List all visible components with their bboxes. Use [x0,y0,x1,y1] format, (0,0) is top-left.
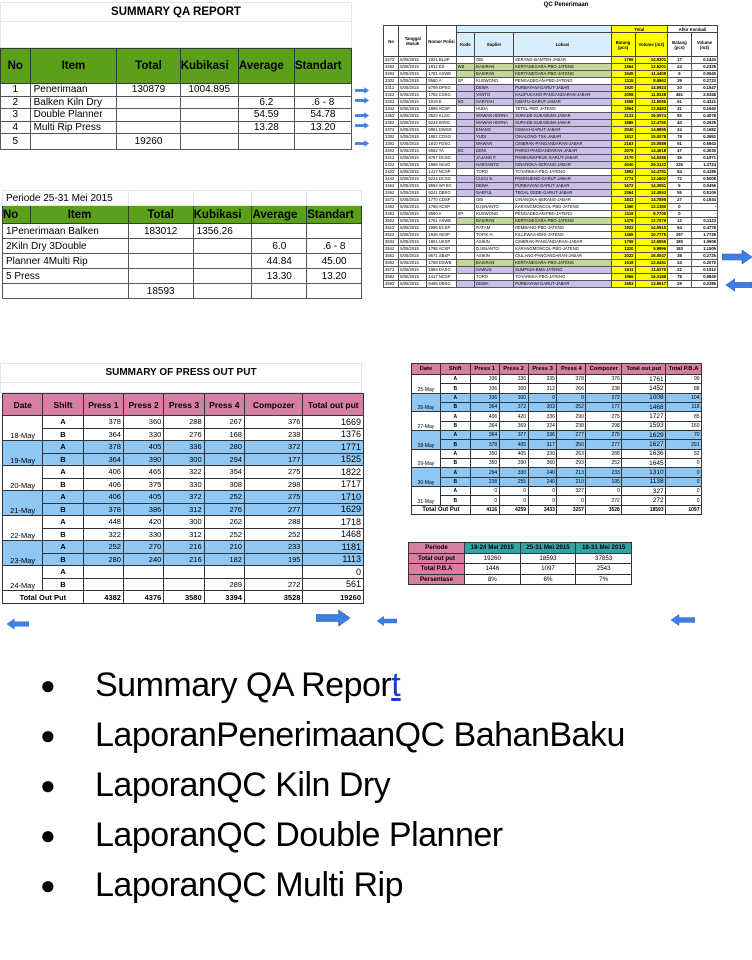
table-row: 26-May A 336 300 0 0 372 1008 104 [412,393,702,402]
col-item: Item [31,206,128,224]
table-row: B 378 386 312 276 277 1629 [3,503,364,516]
col-item: Item [30,49,117,84]
date-cell: 24-May [3,566,43,591]
qa-report-header-row [1,49,352,84]
col-total: Total [128,206,193,224]
list-item[interactable]: ● LaporanQC Double Planner [40,810,625,860]
table-row: 4 Multi Rip Press 13.28 13.20 [1,121,352,134]
press-header-row: Date Shift Press 1 Press 2 Press 3 Press 4 Compozer Total out put [3,394,364,416]
date-cell: 22-May [3,516,43,541]
table-row: B 336 300 312 266 238 1452 88 [412,384,702,393]
table-row: Planner 4Multi Rip 44.84 45.00 [3,254,362,269]
table-row: 3312 5/05/2015 8789 DPSG DEWA PURBAYANI-GARUT-JABAR 1920 14.9924 20 0.1547 [385,85,716,90]
col-kubikasi: Kubikasi [180,49,238,84]
press-output-title: SUMMARY OF PRESS OUT PUT [0,363,362,383]
qa-report-spacer [0,22,352,48]
press-total-row: Total Out Put 4382 4376 3580 3394 3528 19260 [3,591,364,604]
qa-report-2-table [2,190,362,299]
table-row: 3442 5/05/2015 9224 DCSG CUCU S. PAKENJENG-GARUT-JABAR 1774 13.1602 72 0.5008 [385,176,716,181]
qc-penerimaan-body [384,57,718,288]
col-total: Total [117,49,180,84]
date-cell: 25-May [412,375,441,394]
report-link-list [40,660,625,910]
periode-label: Periode 25-31 Mei 2015 [3,191,129,206]
table-row: 3362 5/05/2015 9222 WISG WAWAN HERNA SURADE-SUKABUMI-JABAR 1885 12.4750 40 0.2625 [385,120,716,125]
arrow-right-icon[interactable] [355,87,369,94]
summary-qa-report-link[interactable]: t [391,666,401,704]
qc-penerimaan-title: QC Penerimaan [543,2,589,8]
bullet-icon: ● [40,870,56,900]
table-row: 3 Double Planner 54.59 54.78 [1,109,352,122]
press-output-1-body [3,416,364,591]
list-item[interactable]: ● LaporanQC Kiln Dry [40,760,625,810]
bullet-icon: ● [40,670,56,700]
table-row: 3592 5/05/2015 9465 DBSG DEWA PURBAYANI-GARUT-JABAR 1653 13.8517 29 0.2286 [385,281,716,286]
table-row: 18-May A 378 360 288 267 376 1669 [3,416,364,429]
bullet-icon: ● [40,820,56,850]
table-row: 1Penerimaan Balken 183012 1356.26 [3,224,362,239]
col-no: No [1,49,31,84]
table-row: 31-May A 0 0 0 327 0 327 0 [412,487,702,496]
table-row: 3452 5/05/2015 9592 WYSG DEWA PURBAYANI-GARUT-JABAR 1672 14.3051 5 0.0456 [385,183,716,188]
table-row: B 0 0 0 0 272 272 0 [412,496,702,505]
date-cell: 27-May [412,412,441,431]
table-row: 3372 5/05/2015 9991 DWSG ENANG CIMAHI-GARUT-JABAR 2040 14.8895 24 0.1682 [385,127,716,132]
table-row: 3412 5/05/2015 8797 DCSG JAJANG F. PAMEUNGPEUK-GARUT-JABAR 2170 14.6286 35 0.1971 [385,155,716,160]
col-standart: Standart [294,49,351,84]
arrow-right-icon[interactable] [355,97,369,104]
table-row: 24-May A 0 [3,566,364,579]
date-cell: 30-May [412,468,441,487]
table-row: B 364 390 300 294 177 1525 [3,453,364,466]
table-row: B 280 240 216 182 195 1113 [3,553,364,566]
table-row: 3292 5/05/2015 1781 ASWB BASIRAN KERTANEGARA-PBG-JATENG 1645 11.4409 9 0.0540 [385,71,716,76]
table-row: B 322 330 312 252 252 1468 [3,528,364,541]
table-row: 3552 5/05/2015 9571 SBSP ASIKIN CIULANG-PANGANDARAN-JABAR 2022 16.0047 38 0.2725 [385,253,716,258]
table-row: 27-May A 406 420 336 290 275 1727 85 [412,412,702,421]
date-cell: 29-May [412,449,441,468]
date-cell: 28-May [412,431,441,450]
table-row: 3542 5/05/2015 1768 ACSP D.ISNANTO KARANGMONCOL-PBG-JATENG 1320 9.9996 153 1.1505 [385,246,716,251]
col-no: No [3,206,31,224]
table-row: B 364 369 324 238 298 1593 160 [412,421,702,430]
list-item[interactable]: ● Summary QA Repor t [40,660,625,710]
date-cell: 23-May [3,541,43,566]
arrow-right-icon[interactable] [355,122,369,129]
arrow-right-icon[interactable] [316,607,350,629]
bullet-icon: ● [40,770,56,800]
table-row: B 238 255 240 210 195 1138 0 [412,477,702,486]
table-row: 3352 5/05/2015 8523 KLSG WAWAN HERNA SURADE-SUKABUMI-JABAR 2131 16.0574 55 0.4078 [385,113,716,118]
table-row: 3402 5/05/2015 9562 TA SG DENI PARIGI-PANGANDARAN-JABAR 2079 14.4618 47 0.3030 [385,148,716,153]
table-row: 3432 5/05/2015 1417 NCSP TORO TOYAREKA-PBG-JATENG 1892 14.4791 54 0.4189 [385,169,716,174]
table-row: B 350 390 360 293 252 1645 0 [412,459,702,468]
table-row: 3532 5/05/2015 1901 UKSP ASIKIN CIMERAK-PANGANDARAN-JABAR 1759 12.6556 180 1.0608 [385,239,716,244]
table-row: Total out put 19260 18593 37853 [409,553,632,564]
table-row: 3512 5/05/2015 1996 ECSP RATAM REMBANG-PBG-JATENG 1922 14.5510 64 0.4778 [385,225,716,230]
date-cell: 21-May [3,491,43,516]
arrow-right-icon[interactable] [355,140,369,147]
table-row: 2Kiln Dry 3Double 6.0 .6 - 8 [3,239,362,254]
date-cell: 18-May [3,416,43,441]
table-row: 28-May A 364 377 336 277 275 1629 70 [412,431,702,440]
table-row: 5 Press 13.30 13.20 [3,269,362,284]
table-row: 3522 5/05/2015 1938 AESP TOFIK H. KILLEWAS-BMS-JATENG 1465 10.7775 297 1.7739 [385,232,716,237]
table-row: Persentase 8% 6% 7% [409,574,632,585]
table-row: 20-May A 406 465 322 354 275 1822 [3,466,364,479]
table-row: 3392 5/05/2015 1810 FDSG WAWAN CIMERAK-PANGANDARAN-JABAR 2163 15.0589 91 0.5943 [385,141,716,146]
arrow-right-icon[interactable] [722,250,752,264]
table-row: 3332 5/05/2015 1919 E SG SARIYAH CIBATU-GARUT-JABAR 1568 11.5095 61 0.4321 [385,99,716,104]
table-row: 3572 5/05/2015 1992 DASG SAWUN SUMPIUH-BMS-JATENG 1611 11.6270 22 0.1512 [385,267,716,272]
col-kubikasi: Kubikasi [193,206,252,224]
table-row: 5 19260 [1,134,352,150]
table-row: Total P.B.A 1446 1097 2543 [409,564,632,575]
table-row: 3462 5/05/2015 9241 DBSG SAEFUL TEGAL GEDE-GARUT-JABAR 2064 14.4593 55 0.5106 [385,190,716,195]
table-row: 29-May A 350 405 330 263 288 1636 82 [412,449,702,458]
arrow-right-icon[interactable] [355,112,369,119]
table-row: 25-May A 336 336 335 378 376 1761 99 [412,375,702,384]
table-row: 3302 5/05/2015 8560 A SP KUSWONO PENGADEGAN-PBG-JATENG 1115 8.6962 39 0.2723 [385,78,716,83]
date-cell: 31-May [412,487,441,506]
table-row: 2 Balken Kiln Dry 6.2 .6 - 8 [1,96,352,109]
press2-total-row: Total Out Put 4116 4259 3433 3257 3528 18593 1097 [412,505,702,514]
table-row: 3582 5/05/2015 1417 NCSP TORO TOYAREKA-PBG-JATENG 1966 15.3188 78 0.5849 [385,274,716,279]
bullet-icon: ● [40,720,56,750]
table-row: B 378 405 317 250 277 1627 291 [412,440,702,449]
table-row: 3382 5/05/2015 1852 CDSG YUDI CIKALONG-TSK-JABAR 1812 15.0078 79 0.3952 [385,134,716,139]
table-row: B 289 272 561 [3,578,364,591]
press-output-2-body [412,375,702,506]
arrow-left-icon[interactable] [671,613,695,627]
arrow-left-icon[interactable] [377,614,397,628]
date-cell: 19-May [3,441,43,466]
table-row: B 364 330 276 168 238 1376 [3,428,364,441]
table-row: 3472 5/05/2015 1770 CDSP OBI CINANGKA-SERANG-JABAR 1841 14.7895 27 0.1934 [385,197,716,202]
table-row: 3342 5/05/2015 1895 ACSP HUDA TETEL-PBG-JATENG 1864 13.8483 31 0.1940 [385,106,716,111]
table-row: 21-May A 406 405 372 252 275 1710 [3,491,364,504]
table-row: 3322 5/05/2015 1762 CSSG YANTO KALIPUCANG-PANGANDARAN-JABAR 2008 11.9228 461 2.5348 [385,92,716,97]
table-row: 23-May A 252 270 216 210 233 1181 [3,541,364,554]
periode-summary-table: Periode 18-24 Mei 2015 25-31 Mei 2015 18-31 Mei 2015 Total out put 19260 18593 37853 Total P.B.A 1446 1097 2543 Persentase 8% 6% 7% [408,542,632,585]
qa-report-title: SUMMARY QA REPORT [0,2,352,22]
table-row: 3492 5/05/2015 8560 A SP KUSWONO PENGADEGAN-PBG-JATENG 1119 8.7700 0 - [385,211,716,216]
table-row: 3282 5/05/2015 1812 ES WB BASIRAN KERTANEGARA-PBG-JATENG 1564 13.8201 24 0.2326 [385,64,716,69]
date-cell: 20-May [3,466,43,491]
table-row: 3562 5/05/2015 1758 DSWB BASIRAN KERTANEGARA-PBG-JATENG 1518 12.6481 24 0.2070 [385,260,716,265]
col-standart: Standart [307,206,362,224]
table-row: 30-May A 294 330 240 213 233 1310 0 [412,468,702,477]
table-row: 19-May A 378 405 336 280 372 1771 [3,441,364,454]
table-row: 3502 5/05/2015 1781 ASWB BASIRAN KERTANEGARA-PBG-JATENG 1478 12.7079 12 0.1123 [385,218,716,223]
list-item[interactable]: ● LaporanQC Multi Rip [40,860,625,910]
col-average: Average [238,49,294,84]
press-output-table-1 [2,393,364,604]
table-row: 22-May A 448 420 300 262 288 1718 [3,516,364,529]
table-row: 3272 5/05/2015 1921 BLSP OBI SERANG-BANTEN-JABAR 1766 14.9301 17 0.1443 [385,57,716,62]
press-output-table-2 [411,363,702,515]
qa-report-table [0,48,352,150]
table-row: 1 Penerimaan 130879 1004.895 [1,84,352,97]
qc-penerimaan-table: No Tanggal Masuk Nomor Polisi Total Afkir Kembali Kode Suplier Lokasi Batang (pcs) Volume (m3) Batang (pcs) Volume (m3) 3272 5/05/2015 1921 BLSP OBI SERANG-BANTEN-JABAR 1766 14.9301 17 0.1443 3282 5/05/2015 1812 ES WB BASIRAN KERTANEGARA-PBG-JATENG 1564 13.8201 24 0.2326 3292 5/05/2015 1781 ASWB BASIRAN KERTANEGARA-PBG-JATENG 1645 11.4409 9 0.0540 3302 5/05/2015 8560 A SP KUSWONO PENGADEGAN-PBG-JATENG 1115 8.6962 39 0.2723 3312 5/05/2015 8789 DPSG DEWA PURBAYANI-GARUT-JABAR 1920 14.9924 20 0.1547 3322 5/05/2015 1762 CSSG YANTO KALIPUCANG-PANGANDARAN-JABAR 2008 11.9228 461 2.5348 3332 5/05/2015 1919 E SG SARIYAH CIBATU-GARUT-JABAR 1568 11.5095 61 0.4321 3342 5/05/2015 1895 ACSP HUDA TETEL-PBG-JATENG 1864 13.8483 31 0.1940 3352 5/05/2015 8523 KLSG WAWAN HERNA SURADE-SUKABUMI-JABAR 2131 16.0574 55 0.4078 3362 5/05/2015 9222 WISG WAWAN HERNA SURADE-SUKABUMI-JABAR 1885 12.4750 40 0.2625 3372 5/05/2015 9991 DWSG ENANG CIMAHI-GARUT-JABAR 2040 14.8895 24 0.1682 3382 5/05/2015 1852 CDSG YUDI CIKALONG-TSK-JABAR 1812 15.0078 79 0.3952 3392 5/05/2015 1810 FDSG WAWAN CIMERAK-PANGANDARAN-JABAR 2163 15.0589 91 0.5943 3402 5/05/2015 9562 TA SG DENI PARIGI-PANGANDARAN-JABAR 2079 14.4618 47 0.3030 3412 5/05/2015 8797 DCSG JAJANG F. PAMEUNGPEUK-GARUT-JABAR 2170 14.6286 35 0.1971 3422 5/05/2015 1988 AESG HARYANTO CINANGKA-SERANG-JABAR 4040 29.3122 226 1.3724 3432 5/05/2015 1417 NCSP TORO TOYAREKA-PBG-JATENG 1892 14.4791 54 0.4189 3442 5/05/2015 9224 DCSG CUCU S. PAKENJENG-GARUT-JABAR 1774 13.1602 72 0.5008 3452 5/05/2015 9592 WYSG DEWA PURBAYANI-GARUT-JABAR 1672 14.3051 5 0.0456 3462 5/05/2015 9241 DBSG SAEFUL TEGAL GEDE-GARUT-JABAR 2064 14.4593 55 0.5106 3472 5/05/2015 1770 CDSP OBI CINANGKA-SERANG-JABAR 1841 14.7895 27 0.1934 3482 5/05/2015 1768 ACSP D.ISNANTO KARANGMONCOL-PBG-JATENG 1360 12.1380 0 - 3492 5/05/2015 8560 A SP KUSWONO PENGADEGAN-PBG-JATENG 1119 8.7700 0 - 3502 5/05/2015 1781 ASWB BASIRAN KERTANEGARA-PBG-JATENG 1478 12.7079 12 0.1123 3512 5/05/2015 1996 ECSP RATAM REMBANG-PBG-JATENG 1922 14.5510 64 0.4778 3522 5/05/2015 1938 AESP TOFIK H. KILLEWAS-BMS-JATENG 1465 10.7775 297 1.7739 3532 5/05/2015 1901 UKSP ASIKIN CIMERAK-PANGANDARAN-JABAR 1759 12.6556 180 1.0608 3542 5/05/2015 1768 ACSP D.ISNANTO KARANGMONCOL-PBG-JATENG 1320 9.9996 153 1.1505 3552 5/05/2015 9571 SBSP ASIKIN CIULANG-PANGANDARAN-JABAR 2022 16.0047 38 0.2725 3562 5/05/2015 1758 DSWB BASIRAN KERTANEGARA-PBG-JATENG 1518 12.6481 24 0.2070 3572 5/05/2015 1992 DASG SAWUN SUMPIUH-BMS-JATENG 1611 11.6270 22 0.1512 3582 5/05/2015 1417 NCSP TORO TOYAREKA-PBG-JATENG 1966 15.3188 78 0.5849 3592 5/05/2015 9465 DBSG DEWA PURBAYANI-GARUT-JABAR 1653 13.8517 29 0.2286 [385,26,716,286]
date-cell: 26-May [412,393,441,412]
col-average: Average [252,206,307,224]
table-row: B 406 375 330 308 298 1717 [3,478,364,491]
qa-report-2-header-row [3,206,362,224]
press2-header-row: Date Shift Press 1 Press 2 Press 3 Press 4 Compozer Total out put Total P.B.A [412,364,702,375]
table-row: 18593 [3,284,362,299]
list-item[interactable]: ● LaporanPenerimaanQC BahanBaku [40,710,625,760]
table-row: 3422 5/05/2015 1988 AESG HARYANTO CINANGKA-SERANG-JABAR 4040 29.3122 226 1.3724 [385,162,716,167]
arrow-left-icon[interactable] [7,617,29,631]
arrow-left-icon[interactable] [726,278,752,292]
table-row: B 364 372 303 252 177 1468 118 [412,403,702,412]
table-row: 3482 5/05/2015 1768 ACSP D.ISNANTO KARANGMONCOL-PBG-JATENG 1360 12.1380 0 - [385,204,716,209]
